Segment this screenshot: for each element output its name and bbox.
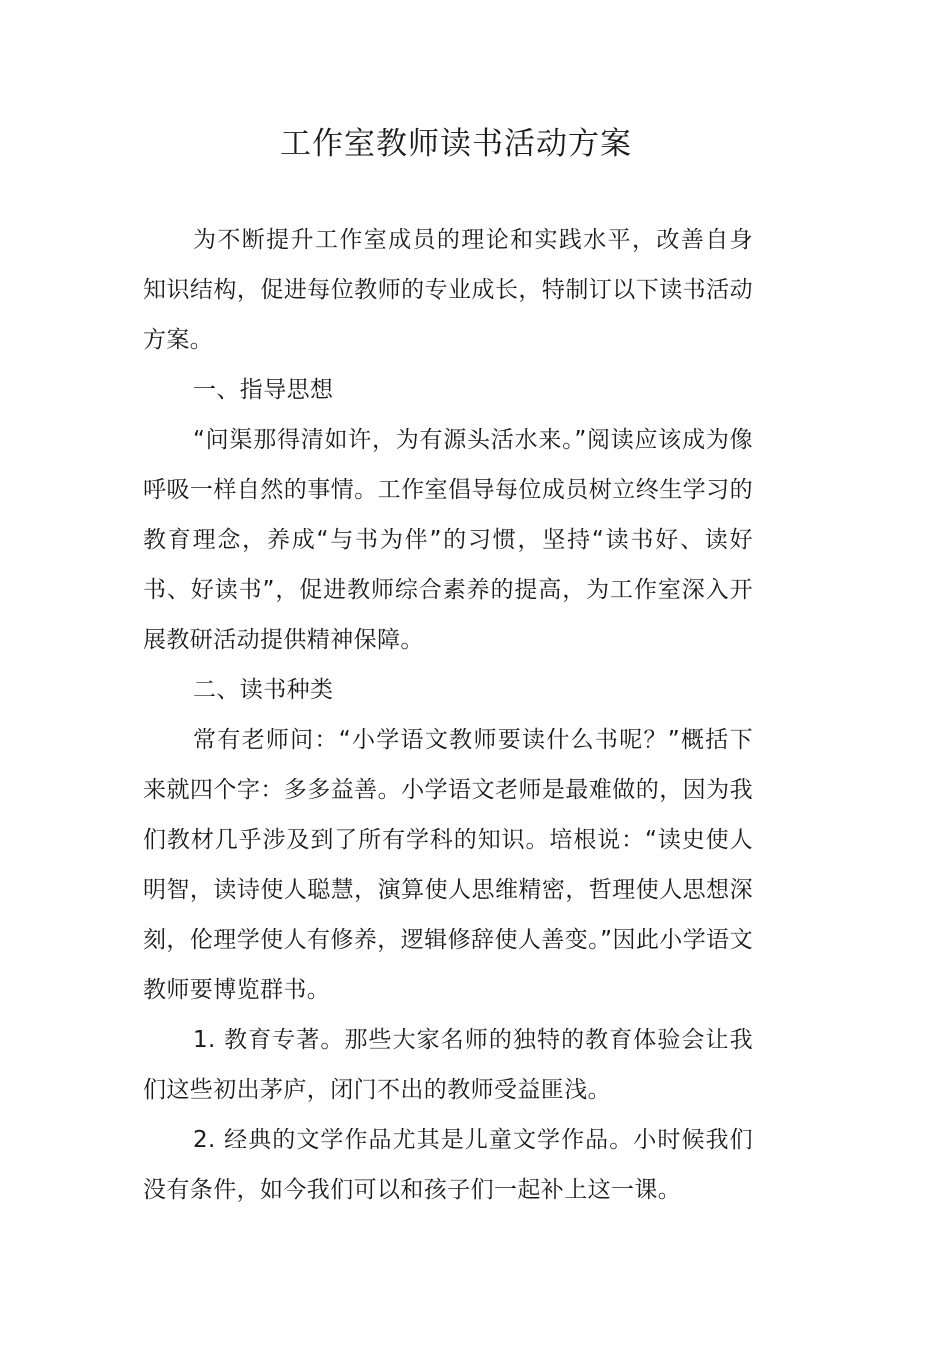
list-item-education-works: 1. 教育专著。那些大家名师的独特的教育体验会让我们这些初出茅庐，闭门不出的教师受益匪浅。 — [143, 1027, 753, 1103]
intro-paragraph: 为不断提升工作室成员的理论和实践水平，改善自身知识结构，促进每位教师的专业成长，特制订以下读书活动方案。 — [143, 227, 753, 353]
guiding-ideology-paragraph: “问渠那得清如许，为有源头活水来。”阅读应该成为像呼吸一样自然的事情。工作室倡导每位成员树立终生学习的教育理念，养成“与书为伴”的习惯，坚持“读书好、读好书、好读书”，促进教师综合素养的提高，为工作室深入开展教研活动提供精神保障。 — [143, 427, 753, 653]
document-title: 工作室教师读书活动方案 — [280, 126, 632, 162]
section-heading-book-types: 二、读书种类 — [193, 677, 334, 703]
book-types-paragraph: 常有老师问：“小学语文教师要读什么书呢？”概括下来就四个字：多多益善。小学语文老师是最难做的，因为我们教材几乎涉及到了所有学科的知识。培根说：“读史使人明智，读诗使人聪慧，演算使人思维精密，哲理使人思想深刻，伦理学使人有修养，逻辑修辞使人善变。”因此小学语文教师要博览群书。 — [143, 727, 753, 1003]
document-body — [143, 215, 753, 1215]
section-heading-guiding-ideology: 一、指导思想 — [193, 377, 334, 403]
list-item-literature-works: 2. 经典的文学作品尤其是儿童文学作品。小时候我们没有条件，如今我们可以和孩子们一起补上这一课。 — [143, 1127, 753, 1203]
